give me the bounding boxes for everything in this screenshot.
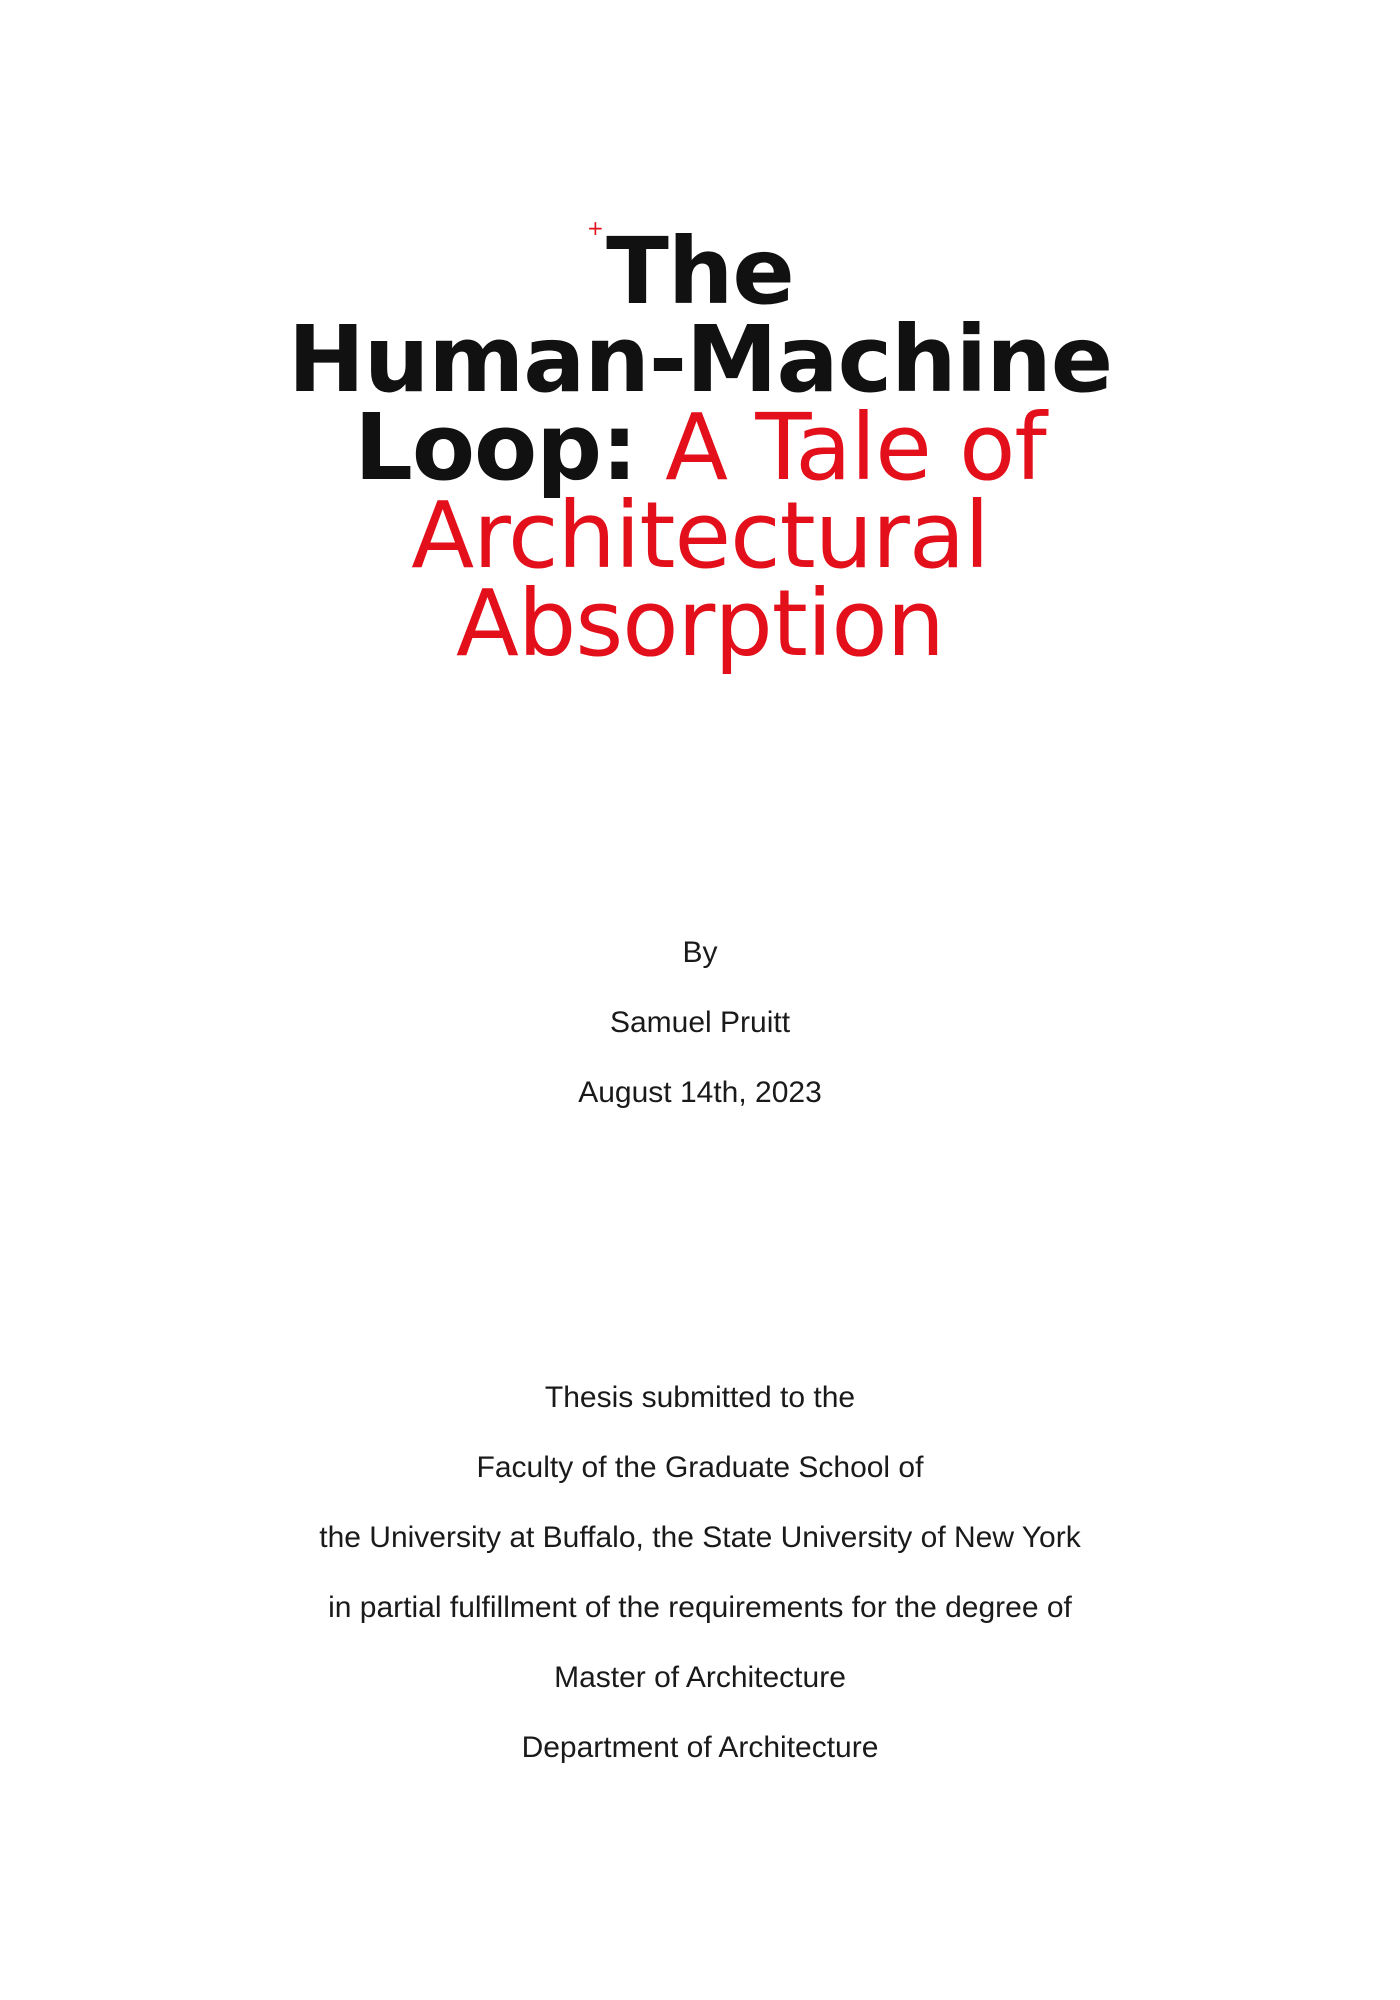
by-label: By — [682, 936, 718, 969]
title-line-2: Human-Machine — [287, 306, 1113, 413]
title-line-1: The — [606, 218, 794, 325]
submission-line: the University at Buffalo, the State University of New York — [319, 1521, 1081, 1554]
plus-mark-icon: + — [587, 216, 604, 240]
submission-line: in partial fulfillment of the requirements for the degree of — [328, 1591, 1072, 1624]
department-name: Department of Architecture — [521, 1731, 879, 1764]
submission-line: Thesis submitted to the — [544, 1381, 856, 1414]
degree-name: Master of Architecture — [554, 1661, 846, 1694]
submission-line: Faculty of the Graduate School of — [476, 1451, 924, 1484]
submission-date: August 14th, 2023 — [578, 1076, 822, 1109]
submission-statement — [0, 1363, 1400, 1783]
title-line-3-bold: Loop: — [354, 394, 637, 501]
thesis-title — [0, 218, 1400, 677]
author-name: Samuel Pruitt — [609, 1006, 791, 1039]
title-line-3 — [0, 394, 1400, 501]
title-line-5: Absorption — [455, 570, 944, 677]
title-line-4: Architectural — [411, 482, 989, 589]
title-line-3-red: A Tale of — [665, 394, 1046, 501]
byline — [0, 918, 1400, 1128]
